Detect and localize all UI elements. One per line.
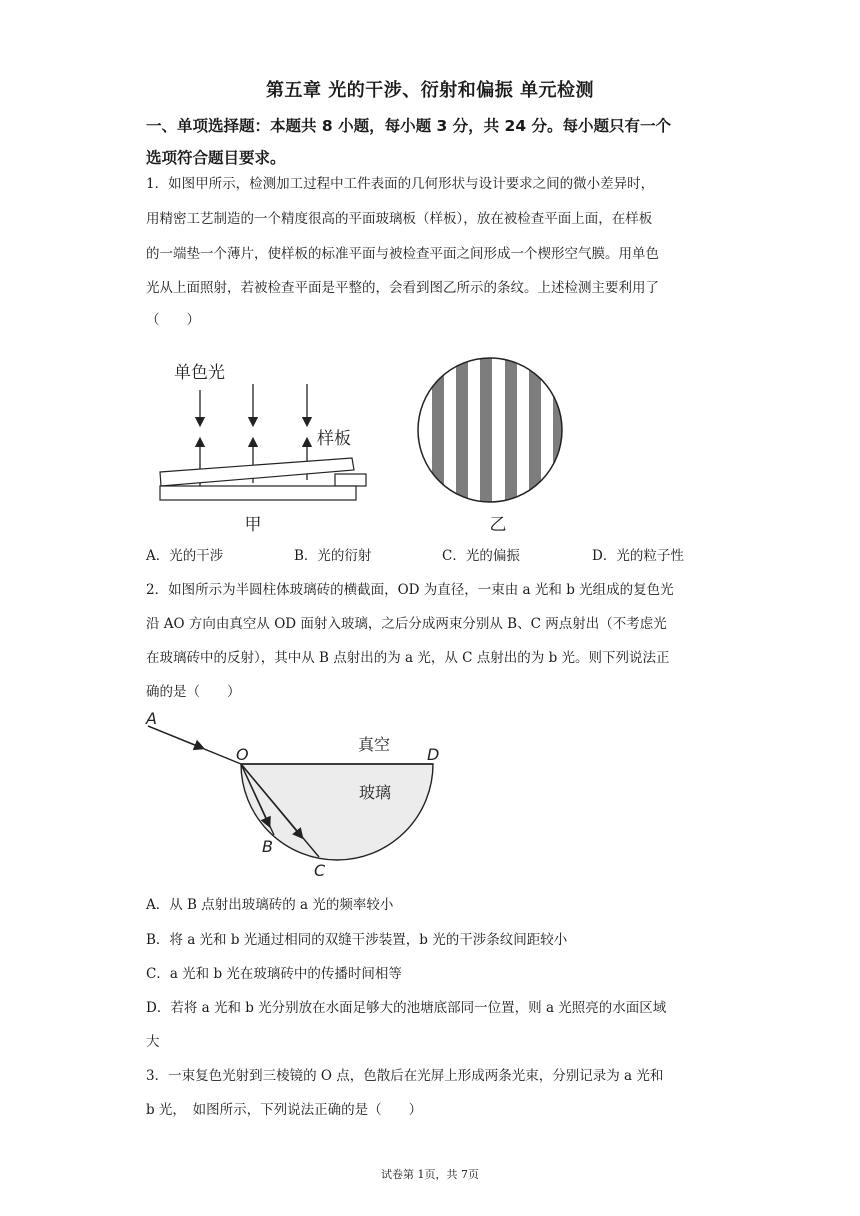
interference-fringes bbox=[418, 350, 565, 510]
q2-text-line-2: 沿 AO 方向由真空从 OD 面射入玻璃，之后分成两束分别从 B、C 两点射出（不考虑光 bbox=[146, 616, 667, 632]
q2-option-d-continued: 大 bbox=[146, 1034, 160, 1050]
q1-answer-blank: （ ） bbox=[146, 312, 200, 328]
q1-figure bbox=[150, 350, 570, 540]
vacuum-label: 真空 bbox=[358, 735, 391, 754]
inspected-base bbox=[160, 486, 356, 500]
q1-option-b: B．光的衍射 bbox=[294, 548, 372, 564]
figure-caption-jia: 甲 bbox=[244, 515, 262, 535]
q1-text-line-3: 的一端垫一个薄片，使样板的标准平面与被检查平面之间形成一个楔形空气膜。用单色 bbox=[146, 246, 659, 262]
page-title: 第五章 光的干涉、衍射和偏振 单元检测 bbox=[265, 80, 595, 101]
q2-figure bbox=[140, 706, 460, 884]
point-b-label: B bbox=[262, 837, 273, 856]
q1-option-c: C．光的偏振 bbox=[442, 548, 520, 564]
q2-text-line-4: 确的是（ ） bbox=[146, 684, 241, 700]
point-d-label: D bbox=[427, 745, 440, 764]
q1-option-d: D．光的粒子性 bbox=[592, 548, 684, 564]
q3-text-line-2: b 光， 如图所示，下列说法正确的是（ ） bbox=[146, 1102, 423, 1118]
glass-label: 玻璃 bbox=[359, 783, 392, 802]
q1-option-a: A．光的干涉 bbox=[146, 548, 224, 564]
q2-text-line-3: 在玻璃砖中的反射），其中从 B 点射出的为 a 光，从 C 点射出的为 b 光。则下列说法正 bbox=[146, 650, 670, 666]
monochromatic-light-label bbox=[174, 363, 225, 383]
q2-option-d: D．若将 a 光和 b 光分别放在水面足够大的池塘底部同一位置，则 a 光照亮的水面区域 bbox=[146, 1000, 667, 1016]
q2-option-a: A．从 B 点射出玻璃砖的 a 光的频率较小 bbox=[146, 897, 394, 913]
page-footer: 试卷第 1页，共 7页 bbox=[381, 1168, 479, 1181]
sample-plate bbox=[160, 458, 354, 486]
q2-option-b: B．将 a 光和 b 光通过相同的双缝干涉装置，b 光的干涉条纹间距较小 bbox=[146, 932, 568, 948]
point-a-label: A bbox=[146, 709, 157, 728]
q1-text-line-1: 1．如图甲所示，检测加工过程中工件表面的几何形状与设计要求之间的微小差异时， bbox=[146, 176, 655, 192]
figure-caption-yi: 乙 bbox=[489, 515, 507, 535]
q2-text-line-1: 2．如图所示为半圆柱体玻璃砖的横截面，OD 为直径，一束由 a 光和 b 光组成的复色光 bbox=[146, 582, 674, 598]
spacer-shim bbox=[335, 474, 366, 486]
q1-text-line-2: 用精密工艺制造的一个精度很高的平面玻璃板（样板），放在被检查平面上面，在样板 bbox=[146, 211, 653, 227]
point-o-label: O bbox=[236, 745, 249, 764]
q3-text-line-1: 3．一束复色光射到三棱镜的 O 点，色散后在光屏上形成两条光束，分别记录为 a 光和 bbox=[146, 1068, 664, 1084]
section-heading-line-1: 一、单项选择题：本题共 8 小题，每小题 3 分，共 24 分。每小题只有一个 bbox=[146, 117, 672, 135]
section-heading bbox=[146, 110, 720, 174]
sample-plate-label: 样板 bbox=[317, 429, 351, 449]
point-c-label: C bbox=[314, 861, 326, 880]
q2-option-c: C．a 光和 b 光在玻璃砖中的传播时间相等 bbox=[146, 966, 402, 982]
svg-text:单色光: 单色光 bbox=[174, 363, 225, 383]
section-heading-line-2: 选项符合题目要求。 bbox=[146, 149, 286, 167]
q1-text-line-4: 光从上面照射，若被检查平面是平整的，会看到图乙所示的条纹。上述检测主要利用了 bbox=[146, 280, 659, 296]
